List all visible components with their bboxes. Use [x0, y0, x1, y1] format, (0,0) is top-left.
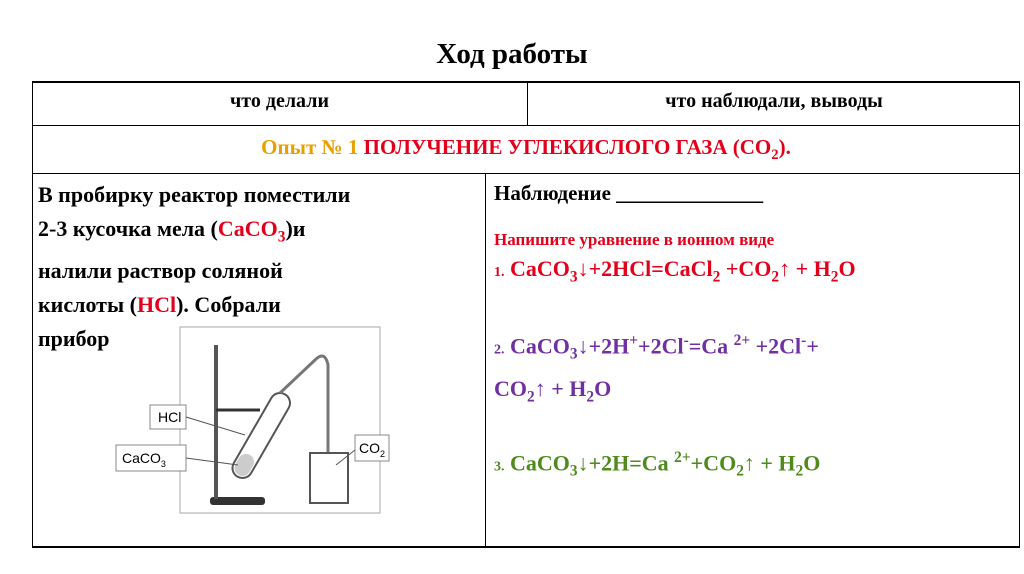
- observations-cell: [494, 181, 1014, 480]
- table-border-top: [32, 81, 1020, 83]
- table-divider: [32, 173, 1020, 174]
- experiment-heading: [32, 135, 1020, 164]
- experiment-title: ПОЛУЧЕНИЕ УГЛЕКИСЛОГО ГАЗА $(CO_2)$.: [363, 135, 791, 164]
- body-column-divider: [485, 173, 486, 547]
- stand-base: [210, 497, 265, 505]
- apparatus-drawing: [110, 325, 390, 515]
- experiment-number: Опыт № 1: [261, 135, 359, 159]
- column-header-did: что делали: [230, 90, 329, 112]
- page-title: Ход работы: [436, 38, 588, 70]
- apparatus-figure: [110, 325, 390, 515]
- observation-line: Наблюдение ______________: [494, 181, 764, 205]
- column-header-observed: что наблюдали, выводы: [665, 90, 883, 112]
- hcl-label: HCl: [158, 409, 182, 425]
- equation-2: 2. CaCO$_3$↓+2H++2Cl-=Ca $^{2+}$ +2Cl-+ $CO_2↑ + H_2O$: [494, 332, 819, 406]
- equation-3: 3. CaCO$_3$↓+2H=Ca $^{2+}+CO_2↑ + H_2O$: [494, 448, 821, 480]
- co2-label: $CO_2$: [359, 440, 386, 459]
- caco3-label: CaCO$_3$: [122, 450, 166, 469]
- instruction-text: Напишите уравнение в ионном виде: [494, 230, 775, 249]
- equation-1: 1. CaCO$_3$↓+2HCl=CaCl$_2$ $+CO_2↑ + H_2O$: [494, 256, 856, 286]
- table-divider: [32, 125, 1020, 126]
- caco3-pointer: [186, 458, 238, 465]
- stand-rod: [214, 345, 218, 499]
- procedure-text: В пробирку реактор поместили 2-3 кусочка мела (CaCO$_3$)и налили раствор соляной кислоты (HCl). Собрали прибор: [38, 182, 351, 352]
- table-border-bottom: [32, 546, 1020, 548]
- test-tube: [229, 389, 294, 481]
